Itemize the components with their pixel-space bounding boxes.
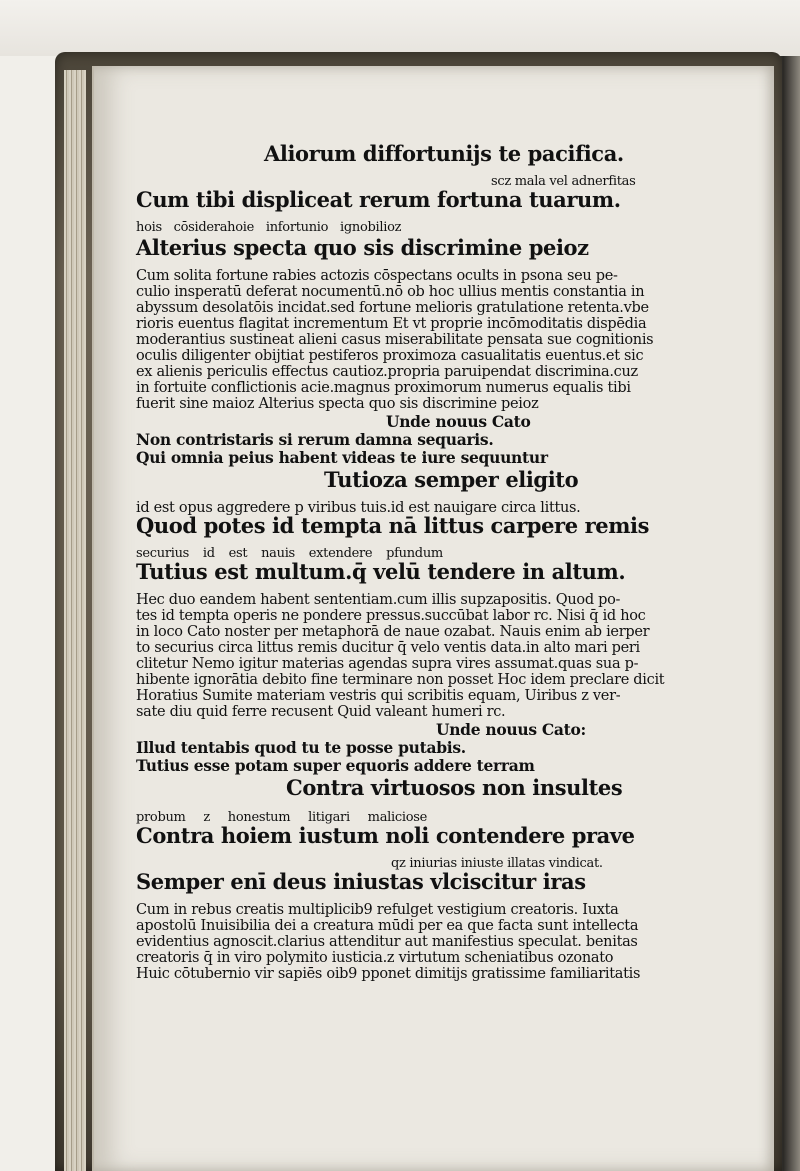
- commentary-line: to securius circa littus remis ducitur q̄ velo ventis data.in alto mari peri: [136, 640, 640, 656]
- gloss-line: qz iniurias iniuste illatas vindicat.: [391, 856, 603, 871]
- quote-line: Illud tentabis quod tu te posse putabis.: [136, 738, 466, 757]
- verse-line: Alterius specta quo sis discrimine peioz: [136, 235, 589, 260]
- gloss-line: securius id est nauis extendere pfundum: [136, 546, 443, 561]
- commentary-line: Cum solita fortune rabies actozis cōspectans ocults in psona seu pe-: [136, 268, 618, 284]
- verse-line: Contra hoiem iustum noli contendere prave: [136, 823, 635, 848]
- heading-line: Aliorum diffortunijs te pacifica.: [264, 141, 624, 166]
- verse-line: Cum tibi displiceat rerum fortuna tuarum.: [136, 187, 621, 212]
- commentary-line: Huic cōtubernio vir sapiēs oib9 pponet dimitijs gratissime familiaritatis: [136, 966, 641, 982]
- commentary-line: Horatius Sumite materiam vestris qui scribitis equam, Uiribus z ver-: [136, 688, 621, 704]
- commentary-line: oculis diligenter obijtiat pestiferos proximoza casualitatis euentus.et sic: [136, 348, 644, 364]
- gloss-line: probum z honestum litigari maliciose: [136, 810, 427, 825]
- citation-line: Unde nouus Cato:: [436, 720, 586, 739]
- commentary-line: in loco Cato noster per metaphorā de naue ozabat. Nauis enim ab ierper: [136, 624, 650, 640]
- commentary-line: abyssum desolatōis incidat.sed fortune melioris gratulatione retenta.vbe: [136, 300, 649, 316]
- verse-line: Tutius est multum.q̄ velū tendere in altum.: [136, 559, 626, 584]
- quote-line: Qui omnia peius habent videas te iure sequuntur: [136, 448, 548, 467]
- verse-heading: Tutioza semper eligito: [324, 467, 579, 492]
- commentary-line: ex alienis periculis effectus cautioz.propria paruipendat discrimina.cuz: [136, 364, 638, 380]
- commentary-line: Hec duo eandem habent sententiam.cum illis supzapositis. Quod po-: [136, 592, 621, 608]
- gloss-line: id est opus aggredere p viribus tuis.id est nauigare circa littus.: [136, 500, 581, 516]
- commentary-line: evidentius agnoscit.clarius attenditur aut manifestius speculat. benitas: [136, 934, 638, 950]
- page: [92, 66, 774, 1171]
- commentary-line: apostolū Inuisibilia dei a creatura mūdi per ea que facta sunt intellecta: [136, 918, 639, 934]
- commentary-line: creatoris q̄ in viro polymito iusticia.z virtutum scheniatibus ozonato: [136, 950, 614, 966]
- commentary-line: tes id tempta operis ne pondere pressus.succūbat labor rc. Nisi q̄ id hoc: [136, 608, 646, 624]
- scan-background: [0, 0, 800, 56]
- gloss-line: scz mala vel adnerfitas: [491, 174, 636, 189]
- verse-heading: Contra virtuosos non insultes: [286, 775, 623, 800]
- citation-line: Unde nouus Cato: [386, 412, 531, 431]
- commentary-line: Cum in rebus creatis multiplicib9 refulget vestigium creatoris. Iuxta: [136, 902, 619, 918]
- page-stack-edge: [64, 70, 86, 1171]
- commentary-line: sate diu quid ferre recusent Quid valeant humeri rc.: [136, 704, 506, 720]
- quote-line: Non contristaris si rerum damna sequaris.: [136, 430, 494, 449]
- commentary-line: in fortuite conflictionis acie.magnus proximorum numerus equalis tibi: [136, 380, 631, 396]
- commentary-line: culio insperatū deferat nocumentū.nō ob hoc ullius mentis constantia in: [136, 284, 645, 300]
- commentary-line: moderantius sustineat alieni casus miserabilitate pensata sue cognitionis: [136, 332, 654, 348]
- commentary-line: rioris euentus flagitat incrementum Et vt proprie incōmoditatis dispēdia: [136, 316, 647, 332]
- commentary-line: clitetur Nemo igitur materias agendas supra vires assumat.quas sua p-: [136, 656, 639, 672]
- verse-line: Quod potes id tempta nā littus carpere remis: [136, 513, 650, 538]
- verse-line: Semper enī deus iniustas vlciscitur iras: [136, 869, 586, 894]
- commentary-line: hibente ignorātia debito fine terminare non posset Hoc idem preclare dicit: [136, 672, 665, 688]
- gloss-line: hois cōsiderahoie infortunio ignobilioz: [136, 220, 402, 235]
- commentary-line: fuerit sine maioz Alterius specta quo sis discrimine peioz: [136, 396, 539, 412]
- quote-line: Tutius esse potam super equoris addere terram: [136, 756, 535, 775]
